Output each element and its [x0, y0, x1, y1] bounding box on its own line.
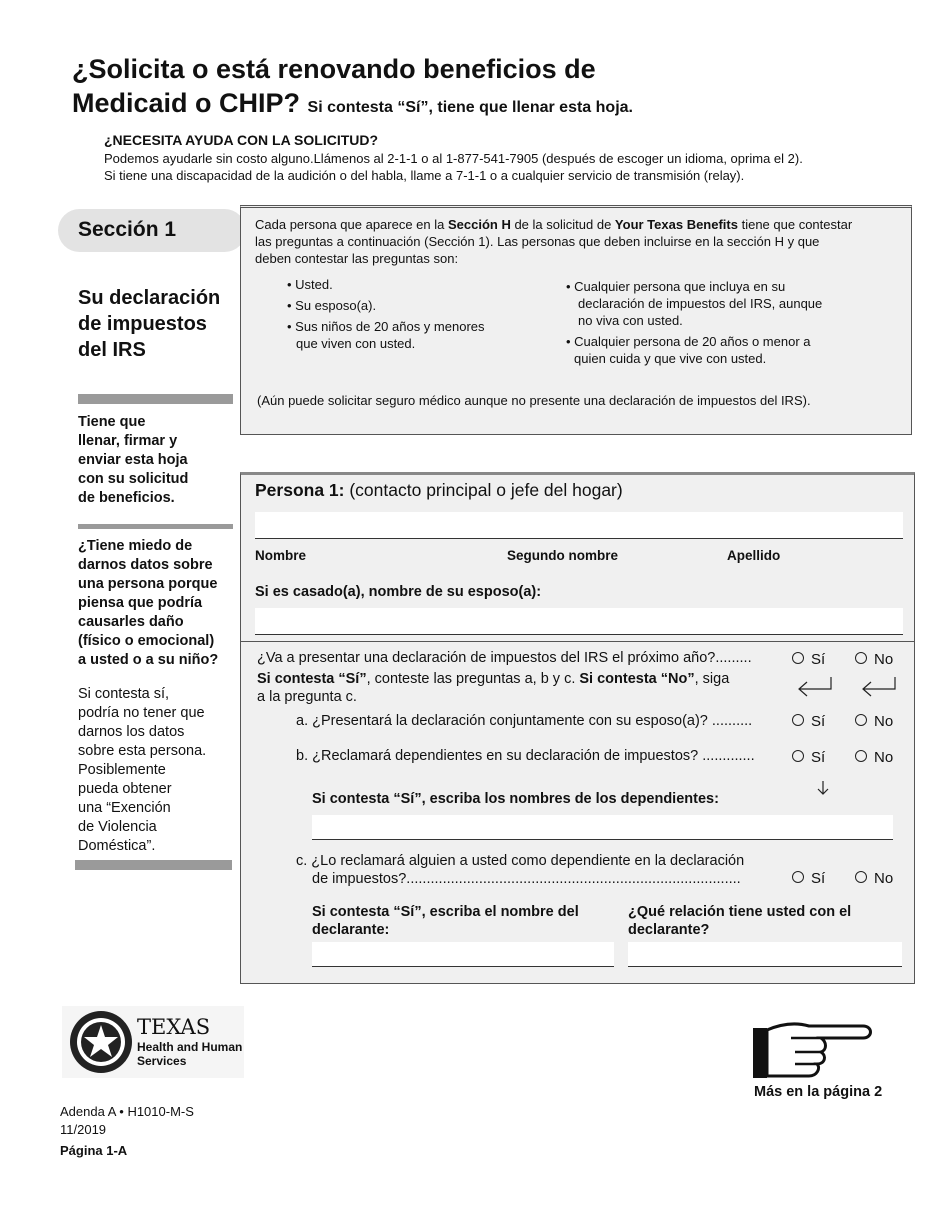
relation-label-line: ¿Qué relación tiene usted con el: [628, 904, 852, 920]
note-line: piensa que podría: [78, 595, 203, 611]
qa-no-radio[interactable]: [855, 713, 893, 730]
radio-label: Sí: [811, 713, 826, 730]
pointing-hand-icon: [751, 1016, 875, 1082]
radio-circle-icon: [792, 652, 804, 664]
note-line: pueda obtener: [78, 781, 172, 797]
logo-hhs: [137, 1040, 242, 1068]
qc-yes-radio[interactable]: [792, 870, 825, 887]
intro-line: [255, 216, 905, 233]
question-b: b. ¿Reclamará dependientes en su declaración de impuestos? .............: [296, 748, 755, 764]
note-line: Tiene que: [78, 414, 146, 430]
return-arrow-icon: [859, 675, 899, 699]
return-arrow-icon: [795, 675, 835, 699]
radio-circle-icon: [855, 871, 867, 883]
note-line: enviar esta hoja: [78, 452, 188, 468]
qa-yes-radio[interactable]: [792, 713, 825, 730]
person-heading-note: (contacto principal o jefe del hogar): [349, 480, 623, 500]
note-line: (físico o emocional): [78, 633, 215, 649]
note-line: de beneficios.: [78, 490, 175, 506]
qb-yes-radio[interactable]: [792, 749, 825, 766]
list-item: declaración de impuestos del IRS, aunque: [578, 296, 823, 311]
list-item: quien cuida y que vive con usted.: [574, 351, 767, 366]
question-c-line: c. ¿Lo reclamará alguien a usted como dependiente en la declaración: [296, 853, 745, 869]
intro-paragraph: [255, 216, 905, 267]
intro-left-list: [287, 276, 485, 352]
note-line: ¿Tiene miedo de: [78, 538, 193, 554]
list-item: no viva con usted.: [578, 313, 683, 328]
sidebar-title-line: del IRS: [78, 339, 146, 361]
qb-no-radio[interactable]: [855, 749, 893, 766]
logo-texas: TEXAS: [137, 1015, 211, 1039]
hhs-logo: [62, 1006, 244, 1078]
note-line: Si contesta sí,: [78, 686, 170, 702]
note-line: darnos los datos: [78, 724, 185, 740]
dependents-input[interactable]: [312, 815, 893, 840]
middle-name-label: Segundo nombre: [507, 548, 618, 563]
radio-circle-icon: [855, 714, 867, 726]
intro-box: [240, 205, 912, 435]
declarant-label: [312, 903, 579, 939]
note-line: sobre esta persona.: [78, 743, 207, 759]
radio-circle-icon: [792, 714, 804, 726]
list-item: • Usted.: [287, 277, 333, 292]
note-line: de Violencia: [78, 819, 157, 835]
title-medicaid: Medicaid o CHIP?: [72, 88, 301, 118]
last-name-label: Apellido: [727, 548, 781, 563]
radio-label: Sí: [811, 651, 826, 668]
logo-line: Services: [137, 1054, 187, 1068]
intro-text: Cada persona que aparece en la: [255, 217, 448, 232]
relation-label-line: declarante?: [628, 922, 710, 938]
note-line: darnos datos sobre: [78, 557, 213, 573]
must-fill-note: [78, 413, 188, 508]
instruction-text: , siga: [694, 671, 730, 687]
intro-text: tiene que contestar: [737, 217, 853, 232]
violence-exemption-note: [78, 685, 206, 856]
relation-input[interactable]: [628, 942, 902, 967]
sidebar-divider: [78, 394, 233, 404]
intro-note: (Aún puede solicitar seguro médico aunque no presente una declaración de impuestos del IRS).: [257, 393, 811, 408]
radio-label: No: [874, 749, 894, 766]
full-name-input[interactable]: [255, 512, 903, 539]
main-no-radio[interactable]: [855, 651, 893, 668]
intro-line: deben contestar las preguntas son:: [255, 251, 459, 266]
note-line: podría no tener que: [78, 705, 205, 721]
note-line: causarles daño: [78, 614, 184, 630]
spouse-label: Si es casado(a), nombre de su esposo(a):: [255, 584, 542, 600]
note-line: Doméstica”.: [78, 838, 156, 854]
declarant-name-input[interactable]: [312, 942, 614, 967]
more-on-page-2: Más en la página 2: [754, 1084, 883, 1100]
instruction-line: a la pregunta c.: [257, 689, 357, 705]
list-item: • Cualquier persona que incluya en su: [566, 279, 786, 294]
radio-circle-icon: [855, 652, 867, 664]
list-item: que viven con usted.: [296, 336, 416, 351]
sidebar-title: [78, 285, 243, 363]
intro-line: las preguntas a continuación (Sección 1). Las personas que deben incluirse en la sección H y que: [255, 234, 820, 249]
first-name-label: Nombre: [255, 548, 307, 563]
question-c: [296, 852, 744, 888]
instruction-text: , conteste las preguntas a, b y c.: [366, 671, 580, 687]
note-line: con su solicitud: [78, 471, 189, 487]
radio-circle-icon: [855, 750, 867, 762]
page-title-line1: ¿Solicita o está renovando beneficios de: [72, 54, 596, 84]
sidebar-title-line: Su declaración: [78, 287, 221, 309]
question-a: a. ¿Presentará la declaración conjuntamente con su esposo(a)? ..........: [296, 713, 753, 729]
section-badge: [58, 209, 246, 252]
form-date: 11/2019: [60, 1122, 107, 1137]
texas-seal-icon: [68, 1009, 134, 1075]
fear-question: [78, 537, 218, 670]
sidebar-title-line: de impuestos: [78, 313, 207, 335]
radio-label: Sí: [811, 870, 826, 887]
page-title-line2: [72, 88, 633, 119]
person-1-box: [240, 472, 915, 984]
list-item: • Su esposo(a).: [287, 298, 377, 313]
help-relay-text: Si tiene una discapacidad de la audición o del habla, llame a 7-1-1 o a cualquier servicio de transmisión (relay).: [104, 168, 745, 183]
question-instructions: [257, 670, 729, 706]
dependents-label: Si contesta “Sí”, escriba los nombres de los dependientes:: [312, 791, 719, 807]
radio-label: No: [874, 713, 894, 730]
qc-no-radio[interactable]: [855, 870, 893, 887]
list-item: • Cualquier persona de 20 años o menor a: [566, 334, 811, 349]
down-arrow-icon: [817, 780, 829, 796]
sidebar-divider: [78, 524, 233, 529]
section-label: Sección 1: [78, 218, 177, 241]
radio-circle-icon: [792, 750, 804, 762]
relation-label: [628, 903, 851, 939]
note-line: Posiblemente: [78, 762, 166, 778]
intro-text: de la solicitud de: [510, 217, 615, 232]
intro-text: Sección H: [447, 217, 511, 232]
question-c-line: de impuestos?...................................................................................: [312, 871, 741, 887]
radio-label: No: [874, 870, 894, 887]
form-id: Adenda A • H1010-M-S: [60, 1104, 194, 1119]
declarant-label-line: declarante:: [312, 922, 390, 938]
intro-right-list: [566, 278, 822, 367]
instruction-text: Si contesta “Sí”: [257, 671, 367, 687]
radio-label: Sí: [811, 749, 826, 766]
spouse-name-input[interactable]: [255, 608, 903, 635]
radio-circle-icon: [792, 871, 804, 883]
declarant-label-line: Si contesta “Sí”, escriba el nombre del: [312, 904, 579, 920]
page-number: Página 1-A: [60, 1143, 128, 1158]
logo-line: Health and Human: [137, 1040, 243, 1054]
question-main: ¿Va a presentar una declaración de impuestos del IRS el próximo año?.........: [257, 650, 752, 666]
divider: [241, 641, 914, 642]
person-heading-label: Persona 1:: [255, 480, 345, 500]
sidebar-divider: [75, 860, 232, 870]
note-line: una persona porque: [78, 576, 218, 592]
note-line: a usted o a su niño?: [78, 652, 219, 668]
instruction-line: [257, 670, 729, 688]
note-line: llenar, firmar y: [78, 433, 178, 449]
note-line: una “Exención: [78, 800, 171, 816]
help-phone-text: Podemos ayudarle sin costo alguno.Llámenos al 2-1-1 o al 1-877-541-7905 (después de escoger un idioma, oprima el 2).: [104, 151, 803, 166]
title-subtitle: Si contesta “Sí”, tiene que llenar esta hoja.: [307, 99, 633, 116]
person-heading: [255, 480, 623, 501]
list-item: • Sus niños de 20 años y menores: [287, 319, 485, 334]
instruction-text: Si contesta “No”: [579, 671, 695, 687]
intro-text: Your Texas Benefits: [614, 217, 738, 232]
help-heading: ¿NECESITA AYUDA CON LA SOLICITUD?: [104, 132, 379, 148]
radio-label: No: [874, 651, 894, 668]
main-yes-radio[interactable]: [792, 651, 825, 668]
